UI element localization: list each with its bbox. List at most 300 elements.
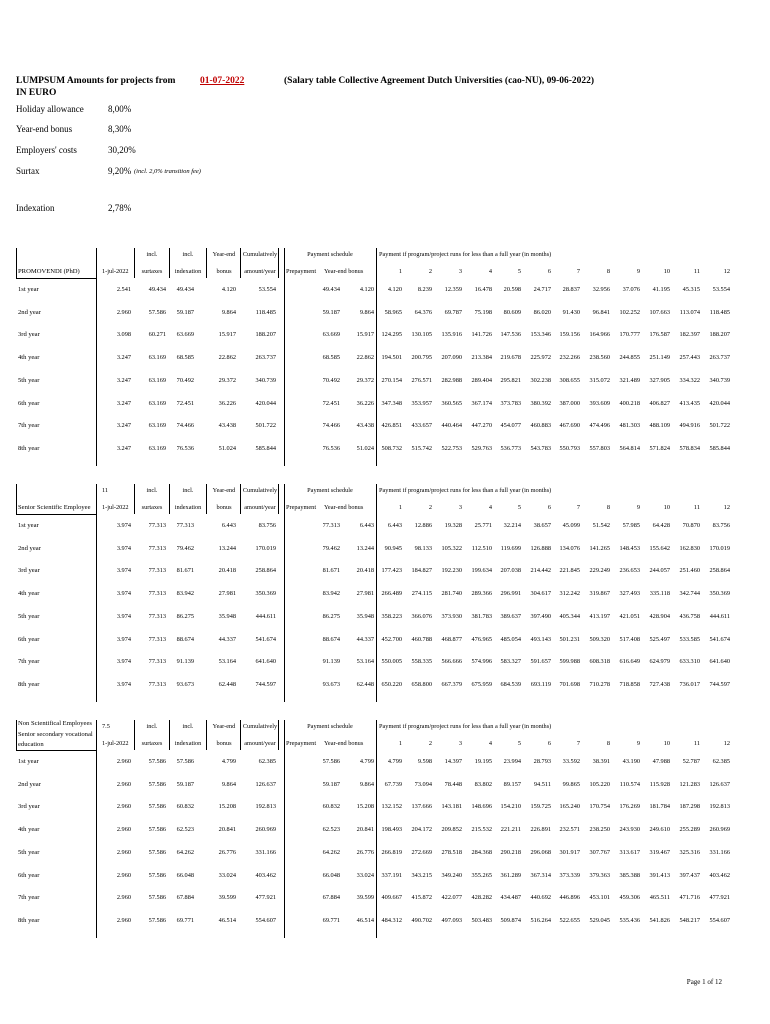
table-cell: 2.960 [116, 916, 131, 924]
parameter-label: Employers' costs [16, 145, 77, 155]
table-cell: 221.845 [559, 567, 580, 575]
table-cell: 337.191 [381, 871, 402, 879]
table-cell: 49.434 [148, 286, 166, 293]
column-divider [278, 248, 279, 278]
col-subheading: indexation [174, 268, 202, 275]
table-cell: 115.928 [649, 780, 670, 788]
table-cell: 57.586 [148, 780, 166, 788]
table-cell: 744.597 [709, 680, 730, 688]
table-cell: 557.803 [589, 444, 610, 452]
table-cell: 99.865 [562, 780, 580, 788]
table-cell: 153.346 [530, 331, 551, 339]
table-cell: 43.190 [622, 758, 640, 765]
table-cell: 516.264 [530, 916, 551, 924]
column-divider [278, 720, 279, 750]
table-cell: 170.019 [255, 544, 276, 552]
table-cell: 4.799 [221, 758, 236, 765]
table-cell: 214.442 [530, 567, 551, 575]
table-cell: 503.483 [471, 916, 492, 924]
table-cell: 4.799 [359, 758, 374, 765]
table-cell: 397.437 [679, 871, 700, 879]
effective-date: 01-07-2022 [200, 76, 245, 86]
table-cell: 667.379 [441, 680, 462, 688]
table-cell: 29.372 [218, 376, 236, 384]
table-cell: 134.076 [559, 544, 580, 552]
col-date: 1-jul-2022 [102, 504, 129, 511]
table-cell: 4.120 [387, 286, 402, 293]
table-cell: 295.821 [500, 376, 521, 384]
table-cell: 192.230 [441, 567, 462, 575]
table-cell: 315.072 [589, 376, 610, 384]
table-cell: 15.917 [218, 331, 236, 339]
table-cell: 22.862 [356, 354, 374, 362]
table-cell: 452.700 [381, 635, 402, 643]
row-year-label: 8th year [18, 916, 40, 924]
table-cell: 736.017 [679, 680, 700, 688]
table-cell: 70.492 [176, 376, 194, 384]
table-cell: 28.793 [533, 758, 551, 765]
table-cell: 380.392 [530, 399, 551, 407]
table-cell: 57.586 [148, 894, 166, 902]
payment-schedule-title: Payment schedule [307, 487, 353, 494]
month-number: 10 [663, 740, 670, 747]
table-cell: 238.250 [589, 826, 610, 834]
table-cell: 490.702 [411, 916, 432, 924]
month-number: 5 [517, 268, 521, 275]
table-cell: 387.000 [559, 399, 580, 407]
table-cell: 102.252 [619, 308, 640, 316]
table-cell: 358.223 [381, 612, 402, 620]
table-cell: 79.462 [176, 544, 194, 552]
table-cell: 25.771 [474, 522, 492, 529]
table-cell: 41.195 [652, 286, 670, 293]
table-cell: 400.218 [619, 399, 640, 407]
table-cell: 440.692 [530, 894, 551, 902]
table-cell: 70.492 [322, 376, 340, 384]
table-cell: 19.195 [474, 758, 492, 765]
table-cell: 204.172 [411, 826, 432, 834]
table-cell: 3.974 [116, 635, 131, 643]
parameter-label: Holiday allowance [16, 104, 84, 114]
table-cell: 2.960 [116, 758, 131, 765]
table-cell: 49.434 [322, 286, 340, 293]
lumpsum-table [16, 484, 734, 704]
table-cell: 126.888 [530, 544, 551, 552]
table-cell: 94.511 [533, 780, 551, 788]
col-heading: Year-end [212, 251, 236, 258]
month-number: 12 [723, 268, 730, 275]
table-cell: 6.443 [221, 522, 236, 529]
table-cell: 59.187 [322, 780, 340, 788]
table-cell: 558.335 [411, 658, 432, 666]
table-cell: 177.423 [381, 567, 402, 575]
table-cell: 83.802 [474, 780, 492, 788]
table-cell: 44.337 [356, 635, 374, 643]
row-year-label: 2nd year [18, 544, 41, 552]
table-cell: 296.991 [500, 590, 521, 598]
table-cell: 77.313 [148, 522, 166, 529]
table-cell: 2.960 [116, 848, 131, 856]
table-cell: 353.957 [411, 399, 432, 407]
row-year-label: 4th year [18, 590, 40, 598]
table-cell: 428.282 [471, 894, 492, 902]
table-cell: 331.166 [255, 848, 276, 856]
table-cell: 420.044 [709, 399, 730, 407]
table-cell: 22.862 [218, 354, 236, 362]
table-cell: 32.956 [592, 286, 610, 293]
table-cell: 91.139 [322, 658, 340, 666]
col-subheading: indexation [174, 504, 202, 511]
table-cell: 258.864 [709, 567, 730, 575]
table-cell: 2.541 [116, 286, 131, 293]
month-number: 6 [547, 504, 551, 511]
table-cell: 599.988 [559, 658, 580, 666]
parameter-label: Surtax [16, 166, 40, 176]
table-cell: 2.960 [116, 826, 131, 834]
table-cell: 14.397 [444, 758, 462, 765]
table-cell: 148.453 [619, 544, 640, 552]
month-number: 11 [693, 740, 700, 747]
table-cell: 360.565 [441, 399, 462, 407]
table-cell: 270.154 [381, 376, 402, 384]
col-subheading: surtaxes [141, 268, 163, 275]
month-number: 9 [636, 504, 640, 511]
table-cell: 13.244 [218, 544, 236, 552]
row-year-label: 7th year [18, 894, 40, 902]
table-cell: 33.024 [218, 871, 236, 879]
table-cell: 57.985 [622, 522, 640, 529]
table-cell: 105.220 [589, 780, 610, 788]
table-cell: 278.518 [441, 848, 462, 856]
table-cell: 130.105 [411, 331, 432, 339]
month-number: 5 [517, 740, 521, 747]
table-cell: 718.858 [619, 680, 640, 688]
column-divider [169, 248, 170, 278]
table-cell: 2.960 [116, 308, 131, 316]
table-cell: 19.328 [444, 522, 462, 529]
table-cell: 38.391 [592, 758, 610, 765]
table-cell: 608.318 [589, 658, 610, 666]
parameter-note: (incl. 2,0% transition fee) [134, 168, 201, 175]
table-cell: 260.969 [709, 826, 730, 834]
col-date: 1-jul-2022 [102, 268, 129, 275]
table-cell: 488.109 [649, 422, 670, 430]
row-year-label: 1st year [18, 522, 39, 529]
table-cell: 585.844 [255, 444, 276, 452]
table-cell: 501.722 [255, 422, 276, 430]
table-cell: 255.289 [679, 826, 700, 834]
table-cell: 282.988 [441, 376, 462, 384]
table-cell: 45.315 [682, 286, 700, 293]
table-cell: 77.313 [148, 612, 166, 620]
row-year-label: 3rd year [18, 331, 40, 339]
month-number: 6 [547, 268, 551, 275]
table-cell: 13.244 [356, 544, 374, 552]
table-cell: 60.832 [176, 803, 194, 811]
column-divider [206, 484, 207, 514]
table-cell: 477.921 [255, 894, 276, 902]
prepayment-heading: Prepayment [286, 268, 317, 275]
col-heading: Cumulatively [242, 251, 278, 258]
table-cell: 312.242 [559, 590, 580, 598]
header-rule [16, 278, 96, 279]
table-cell: 2.960 [116, 803, 131, 811]
table-cell: 327.905 [649, 376, 670, 384]
table-cell: 213.384 [471, 354, 492, 362]
table-cell: 39.599 [218, 894, 236, 902]
table-cell: 86.275 [322, 612, 340, 620]
table-cell: 20.598 [503, 286, 521, 293]
table-cell: 155.642 [649, 544, 670, 552]
table-cell: 9.864 [221, 308, 236, 316]
month-number: 10 [663, 268, 670, 275]
table-cell: 325.316 [679, 848, 700, 856]
table-cell: 105.322 [441, 544, 462, 552]
table-cell: 284.368 [471, 848, 492, 856]
table-cell: 373.930 [441, 612, 462, 620]
row-year-label: 2nd year [18, 308, 41, 316]
table-cell: 232.266 [559, 354, 580, 362]
table-cell: 340.739 [709, 376, 730, 384]
table-cell: 343.215 [411, 871, 432, 879]
table-cell: 110.574 [619, 780, 640, 788]
table-cell: 113.074 [679, 308, 700, 316]
table-cell: 35.948 [356, 612, 374, 620]
table-subtitle-2: education [18, 741, 44, 748]
table-cell: 406.827 [649, 399, 670, 407]
table-cell: 88.674 [176, 635, 194, 643]
table-cell: 350.369 [255, 590, 276, 598]
table-cell: 69.771 [176, 916, 194, 924]
table-cell: 57.586 [148, 826, 166, 834]
table-cell: 80.609 [503, 308, 521, 316]
column-divider [240, 248, 241, 278]
table-cell: 3.974 [116, 522, 131, 529]
table-cell: 403.462 [255, 871, 276, 879]
table-cell: 302.238 [530, 376, 551, 384]
month-number: 2 [428, 504, 432, 511]
col-subheading: bonus [216, 504, 232, 511]
table-cell: 164.966 [589, 331, 610, 339]
table-cell: 207.090 [441, 354, 462, 362]
table-cell: 219.678 [500, 354, 521, 362]
month-number: 8 [606, 740, 610, 747]
table-cell: 194.501 [381, 354, 402, 362]
table-cell: 69.787 [444, 308, 462, 316]
table-cell: 38.657 [533, 522, 551, 529]
table-cell: 60.271 [148, 331, 166, 339]
table-cell: 58.965 [384, 308, 402, 316]
table-cell: 96.841 [592, 308, 610, 316]
table-cell: 29.372 [356, 376, 374, 384]
table-cell: 2.960 [116, 894, 131, 902]
lumpsum-table [16, 248, 734, 468]
table-cell: 379.363 [589, 871, 610, 879]
table-cell: 238.560 [589, 354, 610, 362]
table-cell: 497.093 [441, 916, 462, 924]
col-subheading: amount/year [244, 504, 276, 511]
table-cell: 624.979 [649, 658, 670, 666]
table-cell: 263.737 [709, 354, 730, 362]
month-number: 8 [606, 268, 610, 275]
table-cell: 393.609 [589, 399, 610, 407]
table-cell: 43.438 [218, 422, 236, 430]
table-cell: 226.891 [530, 826, 551, 834]
table-cell: 591.657 [530, 658, 551, 666]
table-cell: 91.430 [562, 308, 580, 316]
table-cell: 385.388 [619, 871, 640, 879]
table-cell: 126.637 [709, 780, 730, 788]
row-year-label: 7th year [18, 658, 40, 666]
column-divider [284, 484, 285, 702]
table-cell: 4.120 [359, 286, 374, 293]
table-cell: 232.571 [559, 826, 580, 834]
table-cell: 77.313 [148, 544, 166, 552]
table-cell: 529.045 [589, 916, 610, 924]
table-cell: 62.385 [258, 758, 276, 765]
table-cell: 63.169 [148, 376, 166, 384]
table-cell: 433.657 [411, 422, 432, 430]
table-cell: 198.493 [381, 826, 402, 834]
table-cell: 53.164 [356, 658, 374, 666]
table-cell: 192.813 [709, 803, 730, 811]
table-cell: 541.674 [255, 635, 276, 643]
table-cell: 118.485 [255, 308, 276, 316]
table-cell: 744.597 [255, 680, 276, 688]
table-cell: 59.187 [176, 308, 194, 316]
table-cell: 501.231 [559, 635, 580, 643]
table-cell: 51.024 [356, 444, 374, 452]
table-cell: 44.337 [218, 635, 236, 643]
table-cell: 27.981 [356, 590, 374, 598]
table-cell: 81.671 [322, 567, 340, 575]
table-cell: 541.826 [649, 916, 670, 924]
table-cell: 319.867 [589, 590, 610, 598]
table-cell: 57.586 [148, 848, 166, 856]
table-cell: 49.434 [176, 286, 194, 293]
table-cell: 93.673 [176, 680, 194, 688]
table-cell: 440.464 [441, 422, 462, 430]
table-cell: 349.240 [441, 871, 462, 879]
table-cell: 79.462 [322, 544, 340, 552]
table-cell: 2.960 [116, 780, 131, 788]
row-year-label: 7th year [18, 422, 40, 430]
table-cell: 263.737 [255, 354, 276, 362]
table-cell: 170.777 [619, 331, 640, 339]
table-cell: 243.930 [619, 826, 640, 834]
table-cell: 3.098 [116, 331, 131, 339]
col-subheading: surtaxes [141, 740, 163, 747]
col-heading: Cumulatively [242, 723, 278, 730]
table-cell: 59.187 [176, 780, 194, 788]
table-cell: 476.965 [471, 635, 492, 643]
month-number: 3 [458, 268, 462, 275]
table-cell: 20.418 [356, 567, 374, 575]
table-cell: 53.554 [258, 286, 276, 293]
table-cell: 70.870 [682, 522, 700, 529]
table-cell: 304.617 [530, 590, 551, 598]
col-heading: incl. [182, 723, 194, 730]
table-cell: 72.451 [176, 399, 194, 407]
table-cell: 162.830 [679, 544, 700, 552]
col-heading: Year-end [212, 487, 236, 494]
table-cell: 460.883 [530, 422, 551, 430]
table-cell: 60.832 [322, 803, 340, 811]
months-title: Payment if program/project runs for less than a full year (in months) [379, 487, 552, 494]
table-cell: 59.187 [322, 308, 340, 316]
table-cell: 64.262 [176, 848, 194, 856]
table-cell: 554.607 [255, 916, 276, 924]
col-grade-label: 11 [102, 487, 109, 494]
table-cell: 74.466 [322, 422, 340, 430]
table-cell: 77.313 [148, 680, 166, 688]
table-cell: 35.948 [218, 612, 236, 620]
table-cell: 43.438 [356, 422, 374, 430]
table-cell: 154.210 [500, 803, 521, 811]
column-divider [16, 484, 17, 514]
table-cell: 2.960 [116, 871, 131, 879]
col-heading: incl. [182, 251, 194, 258]
table-cell: 484.312 [381, 916, 402, 924]
table-cell: 675.959 [471, 680, 492, 688]
table-title: Non Scientifical Employees [18, 720, 92, 727]
table-cell: 52.787 [682, 758, 700, 765]
table-cell: 159.156 [559, 331, 580, 339]
table-cell: 181.784 [649, 803, 670, 811]
table-cell: 289.404 [471, 376, 492, 384]
table-cell: 550.793 [559, 444, 580, 452]
table-cell: 77.313 [148, 590, 166, 598]
month-number: 3 [458, 740, 462, 747]
table-cell: 45.099 [562, 522, 580, 529]
table-subtitle: Senior secondary vocational [18, 731, 93, 738]
table-cell: 485.054 [500, 635, 521, 643]
table-cell: 536.773 [500, 444, 521, 452]
table-cell: 53.164 [218, 658, 236, 666]
table-cell: 8.239 [417, 286, 432, 293]
table-cell: 57.586 [176, 758, 194, 765]
table-cell: 62.523 [322, 826, 340, 834]
month-number: 1 [398, 268, 402, 275]
table-cell: 493.143 [530, 635, 551, 643]
table-cell: 342.744 [679, 590, 700, 598]
column-divider [169, 484, 170, 514]
table-cell: 86.275 [176, 612, 194, 620]
table-cell: 37.076 [622, 286, 640, 293]
table-cell: 474.496 [589, 422, 610, 430]
table-cell: 93.673 [322, 680, 340, 688]
table-cell: 57.586 [148, 871, 166, 879]
table-cell: 331.166 [709, 848, 730, 856]
table-cell: 62.448 [218, 680, 236, 688]
table-cell: 27.981 [218, 590, 236, 598]
table-cell: 225.972 [530, 354, 551, 362]
table-cell: 727.438 [649, 680, 670, 688]
table-cell: 20.841 [218, 826, 236, 834]
table-cell: 3.247 [116, 354, 131, 362]
table-cell: 413.197 [589, 612, 610, 620]
parameter-value: 9,20% [108, 166, 132, 176]
col-date: 1-jul-2022 [102, 740, 129, 747]
months-title: Payment if program/project runs for less than a full year (in months) [379, 723, 552, 730]
table-cell: 409.667 [381, 894, 402, 902]
table-cell: 83.942 [322, 590, 340, 598]
table-cell: 373.339 [559, 871, 580, 879]
table-cell: 229.249 [589, 567, 610, 575]
table-cell: 67.739 [384, 780, 402, 788]
table-cell: 77.313 [148, 635, 166, 643]
table-cell: 199.634 [471, 567, 492, 575]
